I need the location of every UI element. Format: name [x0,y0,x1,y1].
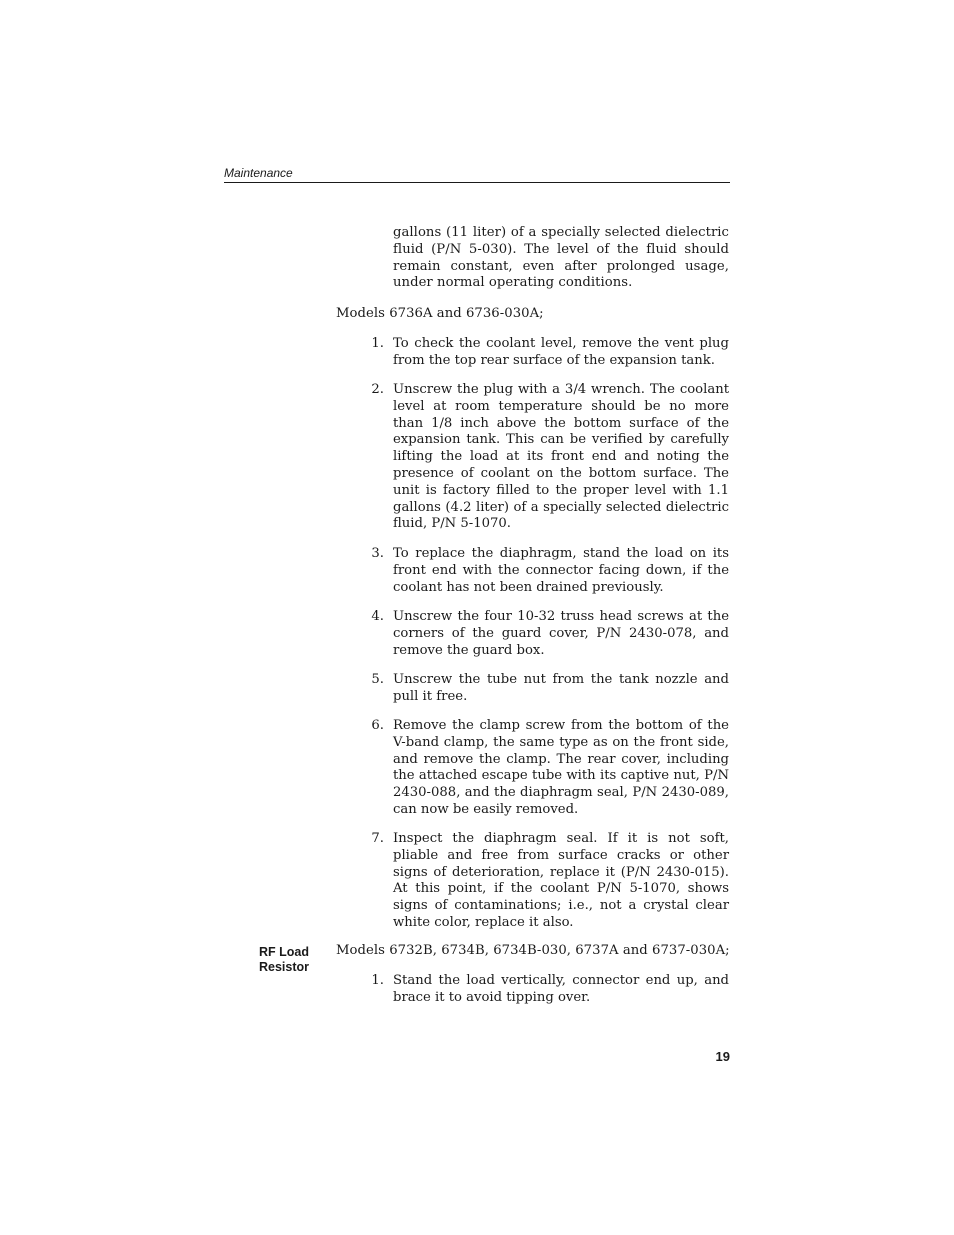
step-text: Inspect the diaphragm seal. If it is not soft, pliable and free from surface cracks or other signs of deterioration, replace it (P/N 2430-015). At this point, if the coolant P/N 5-1070, shows signs of contaminations; i.e., not a crystal clear white color, replace it also. [393,831,729,930]
step-number: 6. [371,718,384,733]
step-text: To replace the diaphragm, stand the load on its front end with the connector facing down, if the coolant has not been drained previously. [393,546,729,595]
step-number: 1. [371,336,384,351]
header-rule [224,182,730,183]
models-6736-label: Models 6736A and 6736-030A; [336,306,544,321]
step-number: 3. [371,546,384,561]
step-text: Unscrew the four 10-32 truss head screws at the corners of the guard cover, P/N 2430-078, and remove the guard box. [393,609,729,658]
rf-load-models-label: Models 6732B, 6734B, 6734B-030, 6737A and 6737-030A; [336,943,730,958]
page-number: 19 [715,1049,730,1064]
side-heading-line: Resistor [258,959,309,974]
intro-paragraph: gallons (11 liter) of a specially selected dielectric fluid (P/N 5-030). The level of the fluid should remain constant, even after prolonged usage, under normal operating conditions. [393,225,729,291]
step-number: 1. [371,973,384,988]
section-title: Maintenance [224,166,293,180]
step-number: 4. [371,609,384,624]
step-number: 7. [371,831,384,846]
step-number: 2. [371,382,384,397]
step-text: Stand the load vertically, connector end up, and brace it to avoid tipping over. [393,973,729,1005]
side-heading-line: RF Load [259,945,309,959]
step-number: 5. [371,672,384,687]
step-text: To check the coolant level, remove the vent plug from the top rear surface of the expansion tank. [393,336,729,368]
step-text: Remove the clamp screw from the bottom of the V-band clamp, the same type as on the front side, and remove the clamp. The rear cover, including the attached escape tube with its captive nut, P/N 2430-088, and the diaphragm seal, P/N 2430-089, can now be easily removed. [393,718,729,817]
step-text: Unscrew the tube nut from the tank nozzle and pull it free. [393,672,729,704]
step-text: Unscrew the plug with a 3/4 wrench. The coolant level at room temperature should be no more than 1/8 inch above the bottom surface of the expansion tank. This can be verified by carefully lifting the load at its front end and noting the presence of coolant on the bottom surface. The unit is factory filled to the proper level with 1.1 gallons (4.2 liter) of a specially selected dielectric fluid, P/N 5-1070. [393,382,729,532]
side-heading-rf-load-resistor [220,945,309,974]
